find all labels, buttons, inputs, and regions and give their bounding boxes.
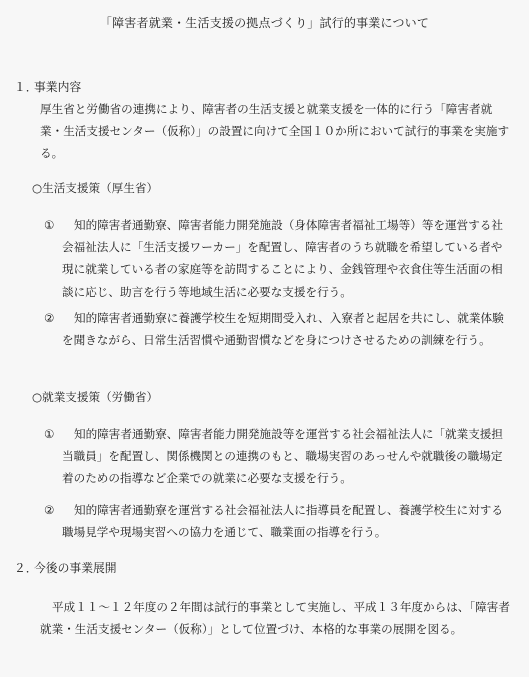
seikatsu-item-2 — [44, 307, 510, 351]
document-title: 「障害者就業・生活支援の拠点づくり」試行的事業について — [99, 16, 430, 30]
seikatsu-heading: ○生活支援策（厚生省） — [32, 181, 159, 195]
seikatsu-item-1-text: 知的障害者通勤寮、障害者能力開発施設（身体障害者福祉工場等）等を運営する社会福祉法人に「生活支援ワーカー」を配置し、障害者のうち就職を希望している者や現に就業している者の家庭等を訪問することにより、金銭管理や衣食住等生活面の相談に応じ、助言を行う等地域生活に必要な支援を行う。 — [62, 218, 503, 299]
shugyo-item-1-text: 知的障害者通勤寮、障害者能力開発施設等を運営する社会福祉法人に「就業支援担当職員」を配置し、関係機関との連携のもと、職場実習のあっせんや就職後の職場定着のための指導など企業での就業に必要な支援を行う。 — [62, 427, 503, 486]
shugyo-item-1-marker: ① — [44, 427, 55, 441]
section-1-number: １． — [14, 80, 38, 94]
section-2-heading — [14, 557, 117, 579]
section-1-title: 事業内容 — [34, 80, 82, 94]
shugyo-heading: ○就業支援策（労働省） — [32, 390, 159, 404]
shugyo-item-2 — [44, 499, 510, 543]
section-2-title: 今後の事業展開 — [34, 561, 117, 575]
shugyo-item-2-text: 知的障害者通勤寮を運営する社会福祉法人に指導員を配置し、養護学校生に対する職場見学や現場実習への協力を通じて、職業面の指導を行う。 — [62, 503, 503, 540]
section-1-heading — [14, 76, 81, 98]
seikatsu-item-2-text: 知的障害者通勤寮に養護学校生を短期間受入れ、入寮者と起居を共にし、就業体験を聞きながら、日常生活習慣や通勤習慣などを身につけさせるための訓練を行う。 — [62, 311, 504, 348]
section-2-number: ２． — [14, 561, 38, 575]
seikatsu-item-1 — [44, 214, 510, 303]
section-2-body: 平成１１～１２年度の２年間は試行的事業として実施し、平成１３年度からは、「障害者就業・生活支援センター（仮称）」として位置づけ、本格的な事業の展開を図る。 — [40, 600, 510, 637]
seikatsu-item-1-marker: ① — [44, 218, 55, 232]
shugyo-item-1 — [44, 423, 510, 490]
section-1-body: 厚生省と労働省の連携により、障害者の生活支援と就業支援を一体的に行う「障害者就業・生活支援センター（仮称）」の設置に向けて全国１０か所において試行的事業を実施する。 — [40, 102, 510, 161]
shugyo-item-2-marker: ② — [44, 503, 55, 517]
seikatsu-item-2-marker: ② — [44, 311, 55, 325]
